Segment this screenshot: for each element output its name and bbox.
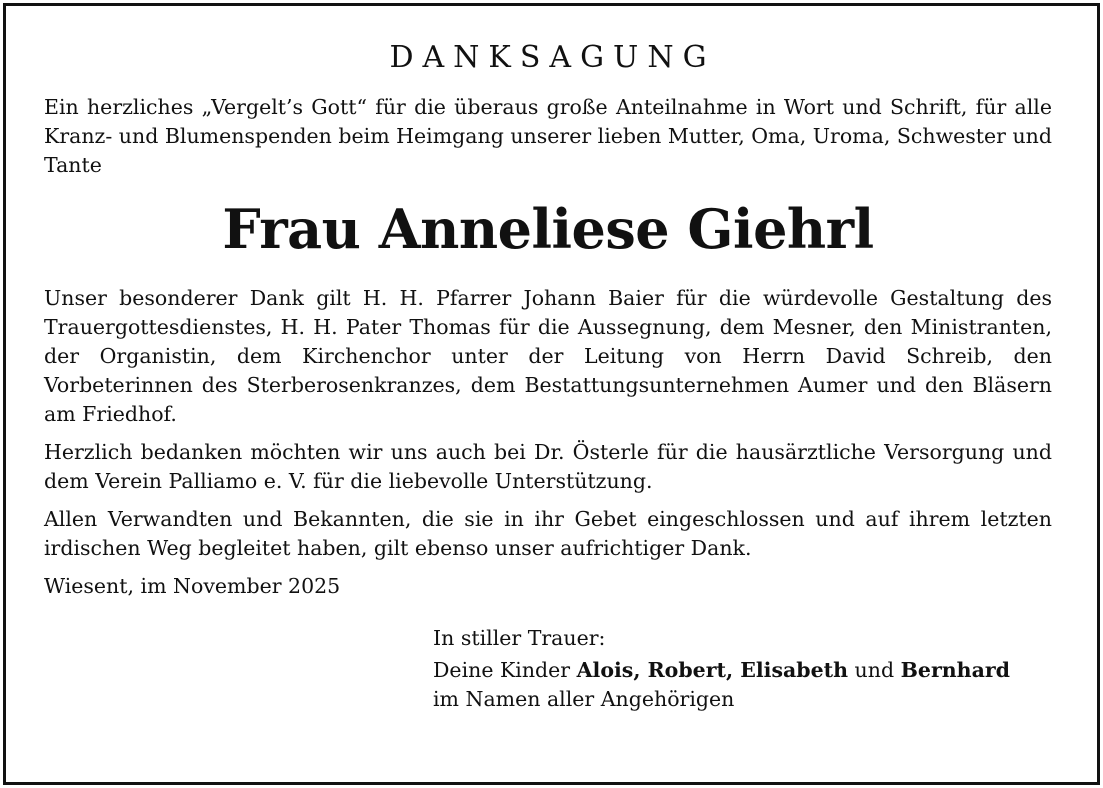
signature-children-names: Alois, Robert, Elisabeth bbox=[576, 658, 849, 682]
place-date: Wiesent, im November 2025 bbox=[44, 574, 341, 598]
signature-suffix: im Namen aller Angehörigen bbox=[433, 687, 735, 711]
notice-heading: DANKSAGUNG bbox=[389, 40, 716, 75]
signature-children-line bbox=[433, 656, 1052, 685]
thanks-paragraph-3: Allen Verwandten und Bekannten, die sie in ihr Gebet eingeschlossen und auf ihrem letzten irdischen Weg begleitet haben, gilt ebenso unser aufrichtiger Dank. bbox=[44, 507, 1052, 560]
signature-label: In stiller Trauer: bbox=[433, 626, 606, 650]
thanks-paragraph-1: Unser besonderer Dank gilt H. H. Pfarrer Johann Baier für die würdevolle Gestaltung des Trauergottesdienstes, H. H. Pater Thomas für die Aussegnung, dem Mesner, den Ministranten, der Organistin, dem Kirchenchor unter der Leitung von Herrn David Schreib, den Vorbeterinnen des Sterberosenkranzes, dem Bestattungsunternehmen Aumer und den Bläsern am Friedhof. bbox=[44, 286, 1052, 426]
thanks-paragraph-2: Herzlich bedanken möchten wir uns auch bei Dr. Österle für die hausärztliche Versorgung und dem Verein Palliamo e. V. für die liebevolle Unterstützung. bbox=[44, 440, 1052, 493]
notice-content bbox=[44, 38, 1052, 714]
signature-block bbox=[433, 624, 1052, 714]
signature-last-child: Bernhard bbox=[900, 658, 1011, 682]
deceased-name: Frau Anneliese Giehrl bbox=[222, 197, 874, 261]
signature-conjunction: und bbox=[854, 658, 895, 682]
signature-prefix: Deine Kinder bbox=[433, 658, 571, 682]
intro-text: Ein herzliches „Vergelt’s Gott“ für die überaus große Anteilnahme in Wort und Schrift, für alle Kranz- und Blumenspenden beim Heimgang unserer lieben Mutter, Oma, Uroma, Schwester und Tante bbox=[44, 95, 1052, 177]
